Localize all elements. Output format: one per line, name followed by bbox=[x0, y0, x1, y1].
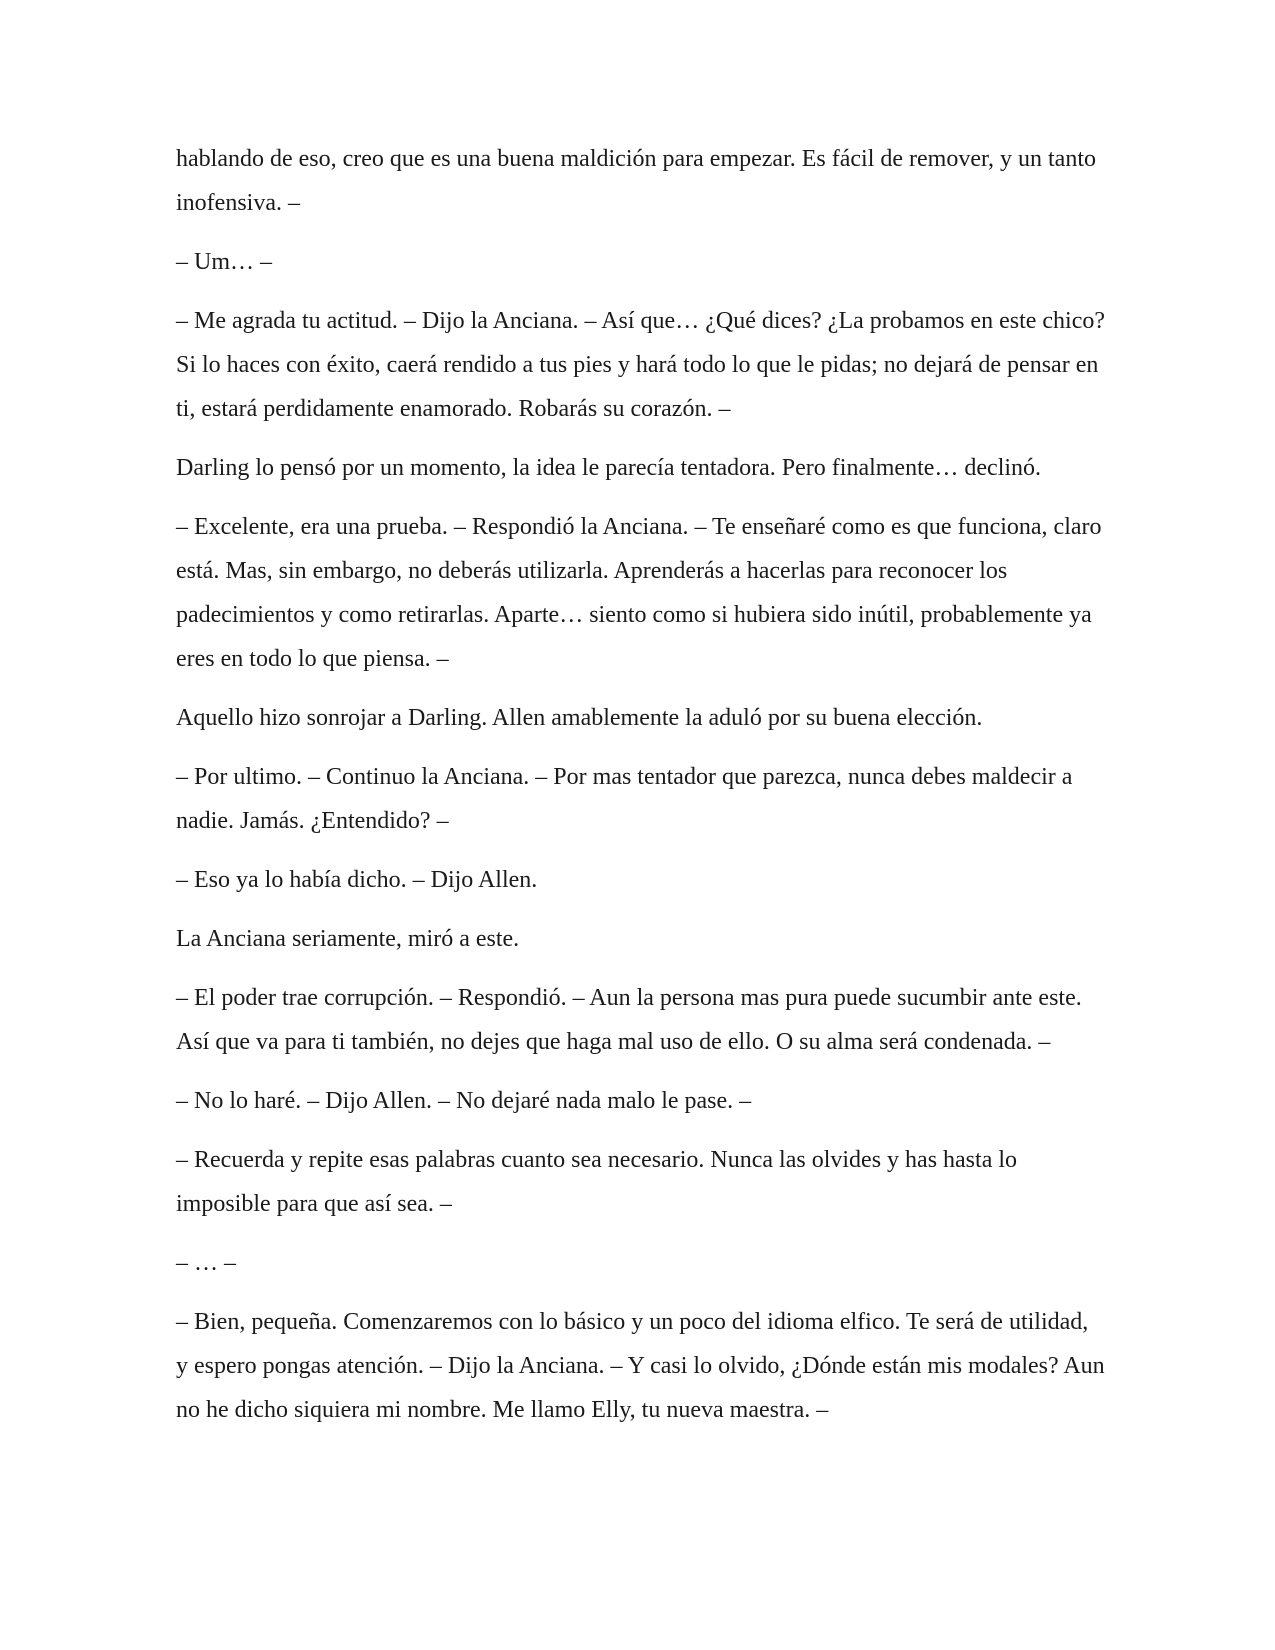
paragraph: – Por ultimo. – Continuo la Anciana. – Por mas tentador que parezca, nunca debes maldecir a nadie. Jamás. ¿Entendido? – bbox=[176, 764, 1073, 834]
paragraph: – El poder trae corrupción. – Respondió. – Aun la persona mas pura puede sucumbir ante este. Así que va para ti también, no dejes que haga mal uso de ello. O su alma será condenada. – bbox=[176, 985, 1082, 1055]
paragraph: – Me agrada tu actitud. – Dijo la Anciana. – Así que… ¿Qué dices? ¿La probamos en este chico? Si lo haces con éxito, caerá rendido a tus pies y hará todo lo que le pidas; no dejará de pensar en ti, estará perdidamente enamorado. Robarás su corazón. – bbox=[176, 308, 1106, 422]
paragraph: – No lo haré. – Dijo Allen. – No dejaré nada malo le pase. – bbox=[176, 1088, 752, 1114]
paragraph: Darling lo pensó por un momento, la idea le parecía tentadora. Pero finalmente… declinó. bbox=[176, 455, 1042, 481]
paragraph: La Anciana seriamente, miró a este. bbox=[176, 926, 520, 952]
paragraph: – Bien, pequeña. Comenzaremos con lo básico y un poco del idioma elfico. Te será de utilidad, y espero pongas atención. – Dijo la Anciana. – Y casi lo olvido, ¿Dónde están mis modales? Aun no he dicho siquiera mi nombre. Me llamo Elly, tu nueva maestra. – bbox=[176, 1309, 1105, 1423]
body-text bbox=[176, 137, 1106, 1447]
paragraph: hablando de eso, creo que es una buena maldición para empezar. Es fácil de remover, y un tanto inofensiva. – bbox=[176, 146, 1097, 216]
paragraph: – … – bbox=[176, 1250, 236, 1276]
paragraph: – Um… – bbox=[176, 249, 272, 275]
paragraph: – Excelente, era una prueba. – Respondió la Anciana. – Te enseñaré como es que funciona, claro está. Mas, sin embargo, no deberás utilizarla. Aprenderás a hacerlas para reconocer los padecimientos y como retirarlas. Aparte… siento como si hubiera sido inútil, probablemente ya eres en todo lo que piensa. – bbox=[176, 514, 1102, 672]
paragraph: – Eso ya lo había dicho. – Dijo Allen. bbox=[176, 867, 538, 893]
paragraph: – Recuerda y repite esas palabras cuanto sea necesario. Nunca las olvides y has hasta lo imposible para que así sea. – bbox=[176, 1147, 1018, 1217]
paragraph: Aquello hizo sonrojar a Darling. Allen amablemente la aduló por su buena elección. bbox=[176, 705, 983, 731]
